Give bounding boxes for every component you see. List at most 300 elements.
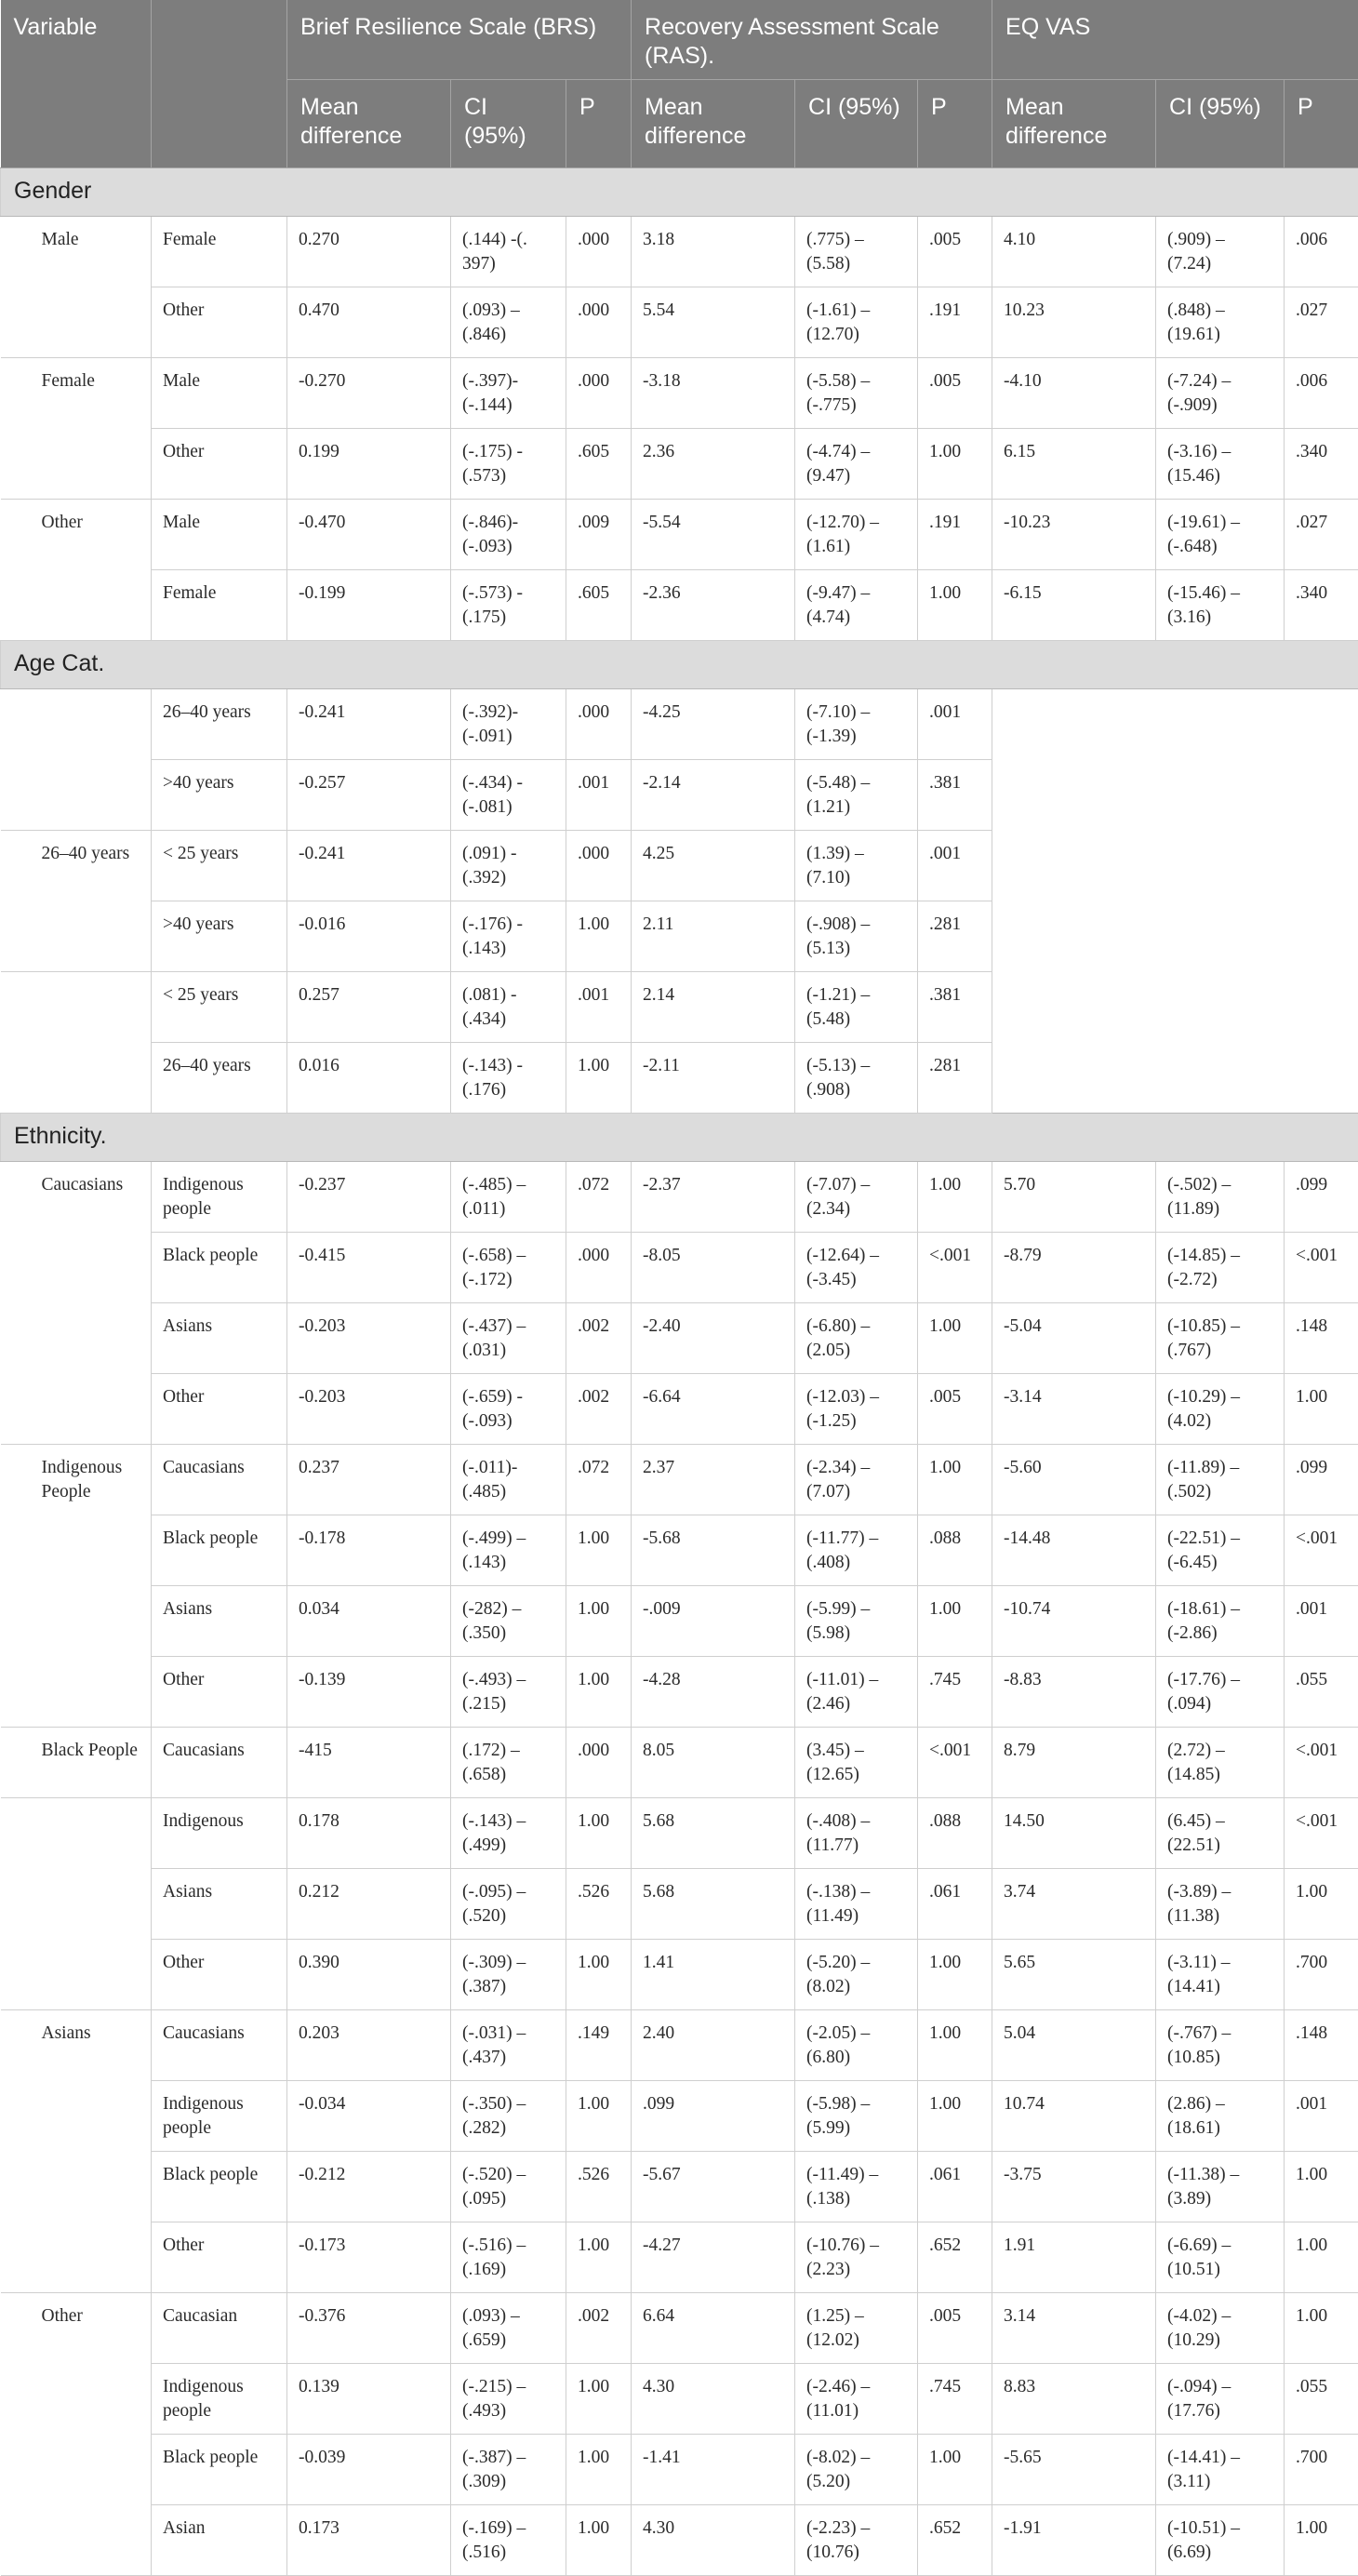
ras-ci-cell: (-1.21) – (5.48) xyxy=(795,971,918,1042)
eq-ci-cell: (-11.38) – (3.89) xyxy=(1156,2151,1285,2222)
table-row xyxy=(1,1727,1358,1797)
eq-ci-cell: (-10.51) – (6.69) xyxy=(1156,2504,1285,2575)
brs-ci-cell: (-.516) – (.169) xyxy=(451,2222,566,2292)
group-label: Asians xyxy=(1,2009,152,2292)
ras-p-cell: 1.00 xyxy=(918,569,992,640)
eq-p-cell: .027 xyxy=(1285,499,1358,569)
brs-p-cell: 1.00 xyxy=(566,2222,632,2292)
brs-p-cell: 1.00 xyxy=(566,901,632,971)
eq-ci-cell: (-.767) – (10.85) xyxy=(1156,2009,1285,2080)
ras-mean-difference-cell: .099 xyxy=(632,2080,795,2151)
eq-mean-difference-cell: 6.15 xyxy=(992,428,1156,499)
eq-ci-cell: (-22.51) – (-6.45) xyxy=(1156,1515,1285,1585)
group-label: Other xyxy=(1,499,152,640)
ras-p-cell: .005 xyxy=(918,357,992,428)
brs-p-cell: 1.00 xyxy=(566,1797,632,1868)
brs-p-cell: 1.00 xyxy=(566,2434,632,2504)
eq-ci-cell: (-14.41) – (3.11) xyxy=(1156,2434,1285,2504)
table-row xyxy=(1,287,1358,357)
brs-p-cell: .009 xyxy=(566,499,632,569)
brs-p-cell: .000 xyxy=(566,830,632,901)
brs-mean-difference-cell: 0.212 xyxy=(287,1868,451,1939)
comparison-label: 26–40 years xyxy=(152,1042,287,1113)
eq-mean-difference-cell: 10.74 xyxy=(992,2080,1156,2151)
table-row xyxy=(1,688,1358,759)
table-row xyxy=(1,1302,1358,1373)
ras-p-cell: .381 xyxy=(918,971,992,1042)
comparison-label: Female xyxy=(152,569,287,640)
brs-p-cell: .072 xyxy=(566,1161,632,1232)
ras-mean-difference-cell: 2.37 xyxy=(632,1444,795,1515)
comparison-label: Asians xyxy=(152,1868,287,1939)
comparison-label: Indigenous people xyxy=(152,1161,287,1232)
ras-ci-cell: (-.408) – (11.77) xyxy=(795,1797,918,1868)
eq-ci-cell: (-3.89) – (11.38) xyxy=(1156,1868,1285,1939)
ras-mean-difference-cell: 4.30 xyxy=(632,2363,795,2434)
table-row xyxy=(1,1444,1358,1515)
eq-p-cell: .099 xyxy=(1285,1161,1358,1232)
table-header xyxy=(1,0,1358,167)
eq-ci-cell: (6.45) – (22.51) xyxy=(1156,1797,1285,1868)
ras-ci-cell: (-.908) – (5.13) xyxy=(795,901,918,971)
comparison-label: Other xyxy=(152,1656,287,1727)
comparison-label: Black people xyxy=(152,2151,287,2222)
header-eq-mean-difference: Mean difference xyxy=(992,79,1156,167)
empty-eq-block xyxy=(992,688,1358,1113)
brs-ci-cell: (-.011)- (.485) xyxy=(451,1444,566,1515)
ras-p-cell: .281 xyxy=(918,901,992,971)
brs-mean-difference-cell: 0.203 xyxy=(287,2009,451,2080)
eq-p-cell: .148 xyxy=(1285,1302,1358,1373)
eq-ci-cell: (-3.11) – (14.41) xyxy=(1156,1939,1285,2009)
section-row xyxy=(1,640,1358,688)
ras-ci-cell: (-2.34) – (7.07) xyxy=(795,1444,918,1515)
eq-p-cell: .055 xyxy=(1285,2363,1358,2434)
eq-ci-cell: (2.86) – (18.61) xyxy=(1156,2080,1285,2151)
eq-ci-cell: (-.094) – (17.76) xyxy=(1156,2363,1285,2434)
comparison-label: < 25 years xyxy=(152,971,287,1042)
comparison-label: >40 years xyxy=(152,901,287,971)
ras-ci-cell: (-5.48) – (1.21) xyxy=(795,759,918,830)
table-row xyxy=(1,1797,1358,1868)
brs-ci-cell: (-.659) -(-.093) xyxy=(451,1373,566,1444)
ras-mean-difference-cell: -8.05 xyxy=(632,1232,795,1302)
ras-ci-cell: (-8.02) – (5.20) xyxy=(795,2434,918,2504)
brs-ci-cell: (-.846)- (-.093) xyxy=(451,499,566,569)
ras-p-cell: 1.00 xyxy=(918,2009,992,2080)
brs-ci-cell: (-.350) – (.282) xyxy=(451,2080,566,2151)
eq-p-cell: .001 xyxy=(1285,2080,1358,2151)
table-row xyxy=(1,428,1358,499)
brs-mean-difference-cell: -0.173 xyxy=(287,2222,451,2292)
ras-mean-difference-cell: -4.25 xyxy=(632,688,795,759)
table-row xyxy=(1,2009,1358,2080)
brs-mean-difference-cell: 0.237 xyxy=(287,1444,451,1515)
comparison-label: Other xyxy=(152,2222,287,2292)
comparison-label: < 25 years xyxy=(152,830,287,901)
ras-mean-difference-cell: -5.68 xyxy=(632,1515,795,1585)
table-row xyxy=(1,1161,1358,1232)
brs-ci-cell: (-.095) – (.520) xyxy=(451,1868,566,1939)
ras-mean-difference-cell: 5.68 xyxy=(632,1797,795,1868)
brs-ci-cell: (.093) – (.659) xyxy=(451,2292,566,2363)
ras-ci-cell: (-11.01) – (2.46) xyxy=(795,1656,918,1727)
ras-mean-difference-cell: 2.11 xyxy=(632,901,795,971)
brs-mean-difference-cell: 0.034 xyxy=(287,1585,451,1656)
eq-ci-cell: (-18.61) – (-2.86) xyxy=(1156,1585,1285,1656)
table-row xyxy=(1,1585,1358,1656)
group-label: Caucasians xyxy=(1,1161,152,1444)
ras-ci-cell: (-6.80) – (2.05) xyxy=(795,1302,918,1373)
brs-mean-difference-cell: -0.257 xyxy=(287,759,451,830)
eq-mean-difference-cell: 5.65 xyxy=(992,1939,1156,2009)
header-eq-p: P xyxy=(1285,79,1358,167)
eq-mean-difference-cell: -8.79 xyxy=(992,1232,1156,1302)
eq-mean-difference-cell: 3.14 xyxy=(992,2292,1156,2363)
ras-ci-cell: (-10.76) – (2.23) xyxy=(795,2222,918,2292)
ras-p-cell: .745 xyxy=(918,2363,992,2434)
ras-ci-cell: (-.138) – (11.49) xyxy=(795,1868,918,1939)
brs-mean-difference-cell: -0.241 xyxy=(287,830,451,901)
group-label xyxy=(1,688,152,830)
brs-mean-difference-cell: -415 xyxy=(287,1727,451,1797)
brs-p-cell: .000 xyxy=(566,287,632,357)
brs-ci-cell: (.091) -(.392) xyxy=(451,830,566,901)
brs-mean-difference-cell: -0.034 xyxy=(287,2080,451,2151)
eq-ci-cell: (-10.29) – (4.02) xyxy=(1156,1373,1285,1444)
brs-mean-difference-cell: 0.270 xyxy=(287,216,451,287)
group-label: Male xyxy=(1,216,152,357)
brs-ci-cell: (-.215) – (.493) xyxy=(451,2363,566,2434)
eq-ci-cell: (-11.89) – (.502) xyxy=(1156,1444,1285,1515)
ras-ci-cell: (-2.23) – (10.76) xyxy=(795,2504,918,2575)
header-variable: Variable xyxy=(1,0,152,167)
brs-ci-cell: (-.169) – (.516) xyxy=(451,2504,566,2575)
group-label xyxy=(1,1797,152,2009)
ras-ci-cell: (1.39) – (7.10) xyxy=(795,830,918,901)
comparison-label: Indigenous people xyxy=(152,2363,287,2434)
brs-mean-difference-cell: 0.173 xyxy=(287,2504,451,2575)
brs-p-cell: 1.00 xyxy=(566,2080,632,2151)
brs-p-cell: 1.00 xyxy=(566,1656,632,1727)
eq-ci-cell: (-7.24) – (-.909) xyxy=(1156,357,1285,428)
brs-p-cell: .002 xyxy=(566,1373,632,1444)
ras-p-cell: 1.00 xyxy=(918,1161,992,1232)
header-ras-ci: CI (95%) xyxy=(795,79,918,167)
ras-mean-difference-cell: 8.05 xyxy=(632,1727,795,1797)
brs-p-cell: .526 xyxy=(566,1868,632,1939)
eq-mean-difference-cell: 14.50 xyxy=(992,1797,1156,1868)
ras-mean-difference-cell: 5.54 xyxy=(632,287,795,357)
brs-mean-difference-cell: -0.199 xyxy=(287,569,451,640)
ras-mean-difference-cell: -1.41 xyxy=(632,2434,795,2504)
brs-ci-cell: (-.143) -(.176) xyxy=(451,1042,566,1113)
eq-p-cell: <.001 xyxy=(1285,1797,1358,1868)
header-comparison xyxy=(152,0,287,167)
ras-p-cell: .001 xyxy=(918,830,992,901)
ras-ci-cell: (-11.49) – (.138) xyxy=(795,2151,918,2222)
brs-ci-cell: (-.493) – (.215) xyxy=(451,1656,566,1727)
brs-mean-difference-cell: 0.199 xyxy=(287,428,451,499)
comparison-label: Black people xyxy=(152,1515,287,1585)
brs-ci-cell: (-.309) – (.387) xyxy=(451,1939,566,2009)
ras-p-cell: .652 xyxy=(918,2504,992,2575)
brs-ci-cell: (-.520) – (.095) xyxy=(451,2151,566,2222)
comparison-label: Other xyxy=(152,1373,287,1444)
ras-mean-difference-cell: -5.54 xyxy=(632,499,795,569)
brs-ci-cell: (.093) – (.846) xyxy=(451,287,566,357)
eq-mean-difference-cell: -4.10 xyxy=(992,357,1156,428)
ras-ci-cell: (-2.05) – (6.80) xyxy=(795,2009,918,2080)
eq-p-cell: .148 xyxy=(1285,2009,1358,2080)
table-row xyxy=(1,1373,1358,1444)
group-label xyxy=(1,971,152,1113)
eq-p-cell: .700 xyxy=(1285,2434,1358,2504)
eq-mean-difference-cell: -10.23 xyxy=(992,499,1156,569)
table-row xyxy=(1,1232,1358,1302)
eq-ci-cell: (2.72) – (14.85) xyxy=(1156,1727,1285,1797)
ras-p-cell: 1.00 xyxy=(918,1585,992,1656)
header-brs-p: P xyxy=(566,79,632,167)
brs-p-cell: .000 xyxy=(566,216,632,287)
brs-p-cell: .000 xyxy=(566,688,632,759)
brs-ci-cell: (-.658) – (-.172) xyxy=(451,1232,566,1302)
brs-ci-cell: (-.573) -(.175) xyxy=(451,569,566,640)
brs-ci-cell: (.172) – (.658) xyxy=(451,1727,566,1797)
eq-mean-difference-cell: -8.83 xyxy=(992,1656,1156,1727)
ras-ci-cell: (-7.07) – (2.34) xyxy=(795,1161,918,1232)
brs-p-cell: 1.00 xyxy=(566,1515,632,1585)
brs-ci-cell: (-.031) – (.437) xyxy=(451,2009,566,2080)
ras-ci-cell: (-5.20) – (8.02) xyxy=(795,1939,918,2009)
eq-p-cell: .055 xyxy=(1285,1656,1358,1727)
brs-p-cell: .605 xyxy=(566,569,632,640)
eq-mean-difference-cell: -6.15 xyxy=(992,569,1156,640)
brs-p-cell: 1.00 xyxy=(566,1939,632,2009)
eq-ci-cell: (.909) – (7.24) xyxy=(1156,216,1285,287)
eq-ci-cell: (-15.46) – (3.16) xyxy=(1156,569,1285,640)
brs-ci-cell: (-.434) -(-.081) xyxy=(451,759,566,830)
eq-p-cell: .340 xyxy=(1285,428,1358,499)
eq-mean-difference-cell: -3.14 xyxy=(992,1373,1156,1444)
ras-mean-difference-cell: 5.68 xyxy=(632,1868,795,1939)
comparison-label: Asians xyxy=(152,1585,287,1656)
ras-p-cell: <.001 xyxy=(918,1727,992,1797)
comparison-label: Male xyxy=(152,357,287,428)
eq-p-cell: <.001 xyxy=(1285,1232,1358,1302)
brs-mean-difference-cell: -0.178 xyxy=(287,1515,451,1585)
eq-p-cell: 1.00 xyxy=(1285,2292,1358,2363)
ras-p-cell: .381 xyxy=(918,759,992,830)
brs-p-cell: 1.00 xyxy=(566,2504,632,2575)
brs-mean-difference-cell: -0.212 xyxy=(287,2151,451,2222)
header-eq-ci: CI (95%) xyxy=(1156,79,1285,167)
brs-ci-cell: (-.175) -(.573) xyxy=(451,428,566,499)
ras-ci-cell: (-12.64) – (-3.45) xyxy=(795,1232,918,1302)
brs-p-cell: .002 xyxy=(566,1302,632,1373)
eq-mean-difference-cell: 5.70 xyxy=(992,1161,1156,1232)
ras-ci-cell: (-4.74) – (9.47) xyxy=(795,428,918,499)
brs-mean-difference-cell: -0.203 xyxy=(287,1373,451,1444)
brs-mean-difference-cell: -0.139 xyxy=(287,1656,451,1727)
ras-p-cell: .088 xyxy=(918,1797,992,1868)
brs-mean-difference-cell: 0.470 xyxy=(287,287,451,357)
comparison-label: Black people xyxy=(152,2434,287,2504)
table-row xyxy=(1,216,1358,287)
eq-ci-cell: (-6.69) – (10.51) xyxy=(1156,2222,1285,2292)
brs-p-cell: .072 xyxy=(566,1444,632,1515)
brs-p-cell: 1.00 xyxy=(566,1585,632,1656)
table-body xyxy=(1,167,1358,2575)
brs-p-cell: .149 xyxy=(566,2009,632,2080)
ras-ci-cell: (-7.10) – (-1.39) xyxy=(795,688,918,759)
eq-p-cell: .027 xyxy=(1285,287,1358,357)
comparison-label: Indigenous xyxy=(152,1797,287,1868)
comparison-label: Caucasian xyxy=(152,2292,287,2363)
ras-mean-difference-cell: 2.36 xyxy=(632,428,795,499)
eq-mean-difference-cell: -14.48 xyxy=(992,1515,1156,1585)
eq-p-cell: .099 xyxy=(1285,1444,1358,1515)
eq-ci-cell: (-14.85) – (-2.72) xyxy=(1156,1232,1285,1302)
brs-mean-difference-cell: -0.241 xyxy=(287,688,451,759)
eq-mean-difference-cell: -5.04 xyxy=(992,1302,1156,1373)
brs-mean-difference-cell: -0.470 xyxy=(287,499,451,569)
ras-p-cell: .191 xyxy=(918,499,992,569)
table-row xyxy=(1,1515,1358,1585)
ras-ci-cell: (3.45) – (12.65) xyxy=(795,1727,918,1797)
ras-p-cell: .001 xyxy=(918,688,992,759)
header-ras-p: P xyxy=(918,79,992,167)
section-title: Ethnicity. xyxy=(1,1113,1358,1161)
ras-ci-cell: (1.25) – (12.02) xyxy=(795,2292,918,2363)
eq-mean-difference-cell: 3.74 xyxy=(992,1868,1156,1939)
brs-p-cell: .605 xyxy=(566,428,632,499)
eq-mean-difference-cell: 10.23 xyxy=(992,287,1156,357)
header-brs-mean-difference: Mean difference xyxy=(287,79,451,167)
ras-mean-difference-cell: -6.64 xyxy=(632,1373,795,1444)
ras-mean-difference-cell: -5.67 xyxy=(632,2151,795,2222)
brs-p-cell: .000 xyxy=(566,1727,632,1797)
brs-mean-difference-cell: -0.237 xyxy=(287,1161,451,1232)
ras-mean-difference-cell: 2.40 xyxy=(632,2009,795,2080)
ras-p-cell: .281 xyxy=(918,1042,992,1113)
ras-mean-difference-cell: -4.27 xyxy=(632,2222,795,2292)
brs-mean-difference-cell: 0.139 xyxy=(287,2363,451,2434)
brs-ci-cell: (-.397)- (-.144) xyxy=(451,357,566,428)
ras-ci-cell: (-12.03) – (-1.25) xyxy=(795,1373,918,1444)
brs-ci-cell: (-.143) – (.499) xyxy=(451,1797,566,1868)
ras-p-cell: .088 xyxy=(918,1515,992,1585)
eq-p-cell: .001 xyxy=(1285,1585,1358,1656)
eq-p-cell: .700 xyxy=(1285,1939,1358,2009)
group-label: Female xyxy=(1,357,152,499)
eq-p-cell: <.001 xyxy=(1285,1727,1358,1797)
brs-ci-cell: (-.437) – (.031) xyxy=(451,1302,566,1373)
brs-mean-difference-cell: 0.178 xyxy=(287,1797,451,1868)
brs-mean-difference-cell: -0.203 xyxy=(287,1302,451,1373)
ras-mean-difference-cell: 2.14 xyxy=(632,971,795,1042)
eq-mean-difference-cell: 8.79 xyxy=(992,1727,1156,1797)
eq-p-cell: 1.00 xyxy=(1285,2504,1358,2575)
comparison-label: Caucasians xyxy=(152,2009,287,2080)
ras-mean-difference-cell: -2.14 xyxy=(632,759,795,830)
eq-p-cell: .006 xyxy=(1285,216,1358,287)
eq-ci-cell: (-.502) – (11.89) xyxy=(1156,1161,1285,1232)
eq-ci-cell: (-17.76) – (.094) xyxy=(1156,1656,1285,1727)
eq-mean-difference-cell: 8.83 xyxy=(992,2363,1156,2434)
comparison-label: 26–40 years xyxy=(152,688,287,759)
comparison-label: Black people xyxy=(152,1232,287,1302)
header-brs: Brief Resilience Scale (BRS) xyxy=(287,0,632,79)
header-ras-mean-difference: Mean difference xyxy=(632,79,795,167)
ras-mean-difference-cell: -2.37 xyxy=(632,1161,795,1232)
brs-ci-cell: (-.387) – (.309) xyxy=(451,2434,566,2504)
ras-p-cell: 1.00 xyxy=(918,2080,992,2151)
comparison-label: Asians xyxy=(152,1302,287,1373)
eq-mean-difference-cell: 1.91 xyxy=(992,2222,1156,2292)
comparison-label: Male xyxy=(152,499,287,569)
ras-p-cell: 1.00 xyxy=(918,428,992,499)
brs-ci-cell: (-.392)- (-.091) xyxy=(451,688,566,759)
table-row xyxy=(1,1868,1358,1939)
ras-mean-difference-cell: -2.36 xyxy=(632,569,795,640)
table-row xyxy=(1,2292,1358,2363)
brs-mean-difference-cell: -0.376 xyxy=(287,2292,451,2363)
section-title: Age Cat. xyxy=(1,640,1358,688)
brs-p-cell: .000 xyxy=(566,357,632,428)
eq-p-cell: 1.00 xyxy=(1285,1373,1358,1444)
table-row xyxy=(1,357,1358,428)
eq-mean-difference-cell: -5.60 xyxy=(992,1444,1156,1515)
brs-p-cell: 1.00 xyxy=(566,1042,632,1113)
eq-p-cell: .340 xyxy=(1285,569,1358,640)
ras-p-cell: .652 xyxy=(918,2222,992,2292)
eq-ci-cell: (-10.85) – (.767) xyxy=(1156,1302,1285,1373)
header-brs-ci: CI (95%) xyxy=(451,79,566,167)
brs-p-cell: 1.00 xyxy=(566,2363,632,2434)
comparison-label: Caucasians xyxy=(152,1727,287,1797)
eq-p-cell: <.001 xyxy=(1285,1515,1358,1585)
ras-mean-difference-cell: 6.64 xyxy=(632,2292,795,2363)
eq-mean-difference-cell: -10.74 xyxy=(992,1585,1156,1656)
table-row xyxy=(1,2434,1358,2504)
comparison-label: Other xyxy=(152,1939,287,2009)
eq-p-cell: .006 xyxy=(1285,357,1358,428)
ras-ci-cell: (.775) – (5.58) xyxy=(795,216,918,287)
ras-p-cell: .005 xyxy=(918,2292,992,2363)
comparison-label: Indigenous people xyxy=(152,2080,287,2151)
ras-mean-difference-cell: -4.28 xyxy=(632,1656,795,1727)
table-row xyxy=(1,2222,1358,2292)
table-row xyxy=(1,2080,1358,2151)
eq-mean-difference-cell: -3.75 xyxy=(992,2151,1156,2222)
brs-ci-cell: (.144) -(. 397) xyxy=(451,216,566,287)
group-label: 26–40 years xyxy=(1,830,152,971)
comparison-label: Other xyxy=(152,428,287,499)
group-label: Other xyxy=(1,2292,152,2575)
group-label: Black People xyxy=(1,1727,152,1797)
brs-mean-difference-cell: -0.039 xyxy=(287,2434,451,2504)
brs-mean-difference-cell: 0.390 xyxy=(287,1939,451,2009)
comparison-label: Female xyxy=(152,216,287,287)
table-row xyxy=(1,2504,1358,2575)
ras-ci-cell: (-5.99) – (5.98) xyxy=(795,1585,918,1656)
brs-ci-cell: (.081) -(.434) xyxy=(451,971,566,1042)
table-row xyxy=(1,2363,1358,2434)
ras-ci-cell: (-5.58) – (-.775) xyxy=(795,357,918,428)
eq-p-cell: 1.00 xyxy=(1285,2222,1358,2292)
table-row xyxy=(1,1656,1358,1727)
